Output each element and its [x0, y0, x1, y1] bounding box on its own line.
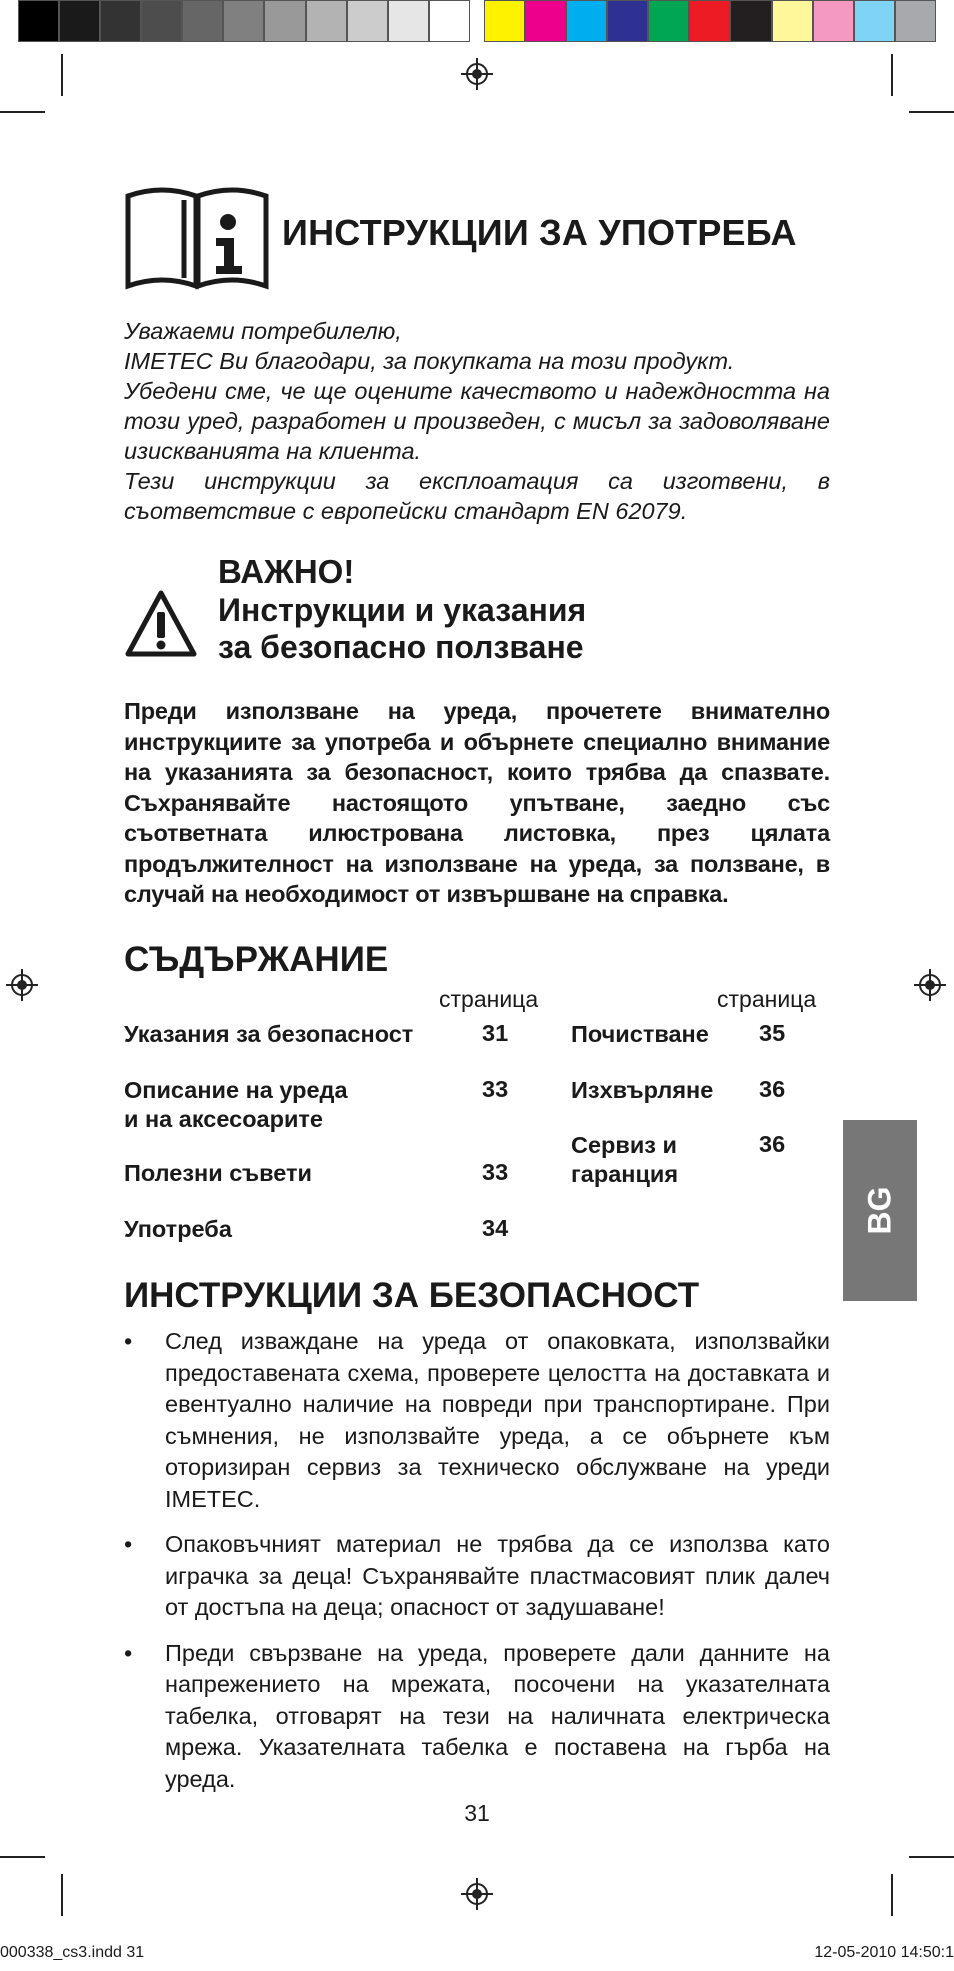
color-swatches — [484, 0, 936, 44]
safety-heading: ИНСТРУКЦИИ ЗА БЕЗОПАСНОСТ — [124, 1276, 700, 1315]
page-column-label-left: страница — [439, 986, 539, 1012]
color-swatch — [566, 0, 607, 42]
intro-paragraph: Убедени сме, че ще оцените качеството и надеждността на този уред, разработен и произведен, с мисъл за задоволяване изискванията на клиента. — [124, 378, 830, 464]
toc-page: 34 — [482, 1215, 509, 1241]
list-item: • Опаковъчният материал не трябва да се използва като играчка за деца! Съхранявайте пластмасовият плик далеч от достъпа на деца; опасност от задушаване! — [124, 1531, 830, 1620]
registration-mark-right-icon — [914, 969, 946, 1001]
gray-swatch — [264, 0, 305, 42]
greeting: Уважаеми потребилелю, — [124, 318, 402, 344]
gray-swatch — [306, 0, 347, 42]
page-number: 31 — [464, 1800, 490, 1826]
standard-paragraph: Тези инструкции за експлоатация са изготвени, в съответствие с европейски стандарт EN 62079. — [124, 468, 830, 524]
warning-subtitle-2: за безопасно ползване — [218, 629, 584, 665]
registration-mark-left-icon — [6, 969, 38, 1001]
crop-mark — [61, 1874, 63, 1916]
warning-block — [124, 552, 586, 666]
contents-heading: СЪДЪРЖАНИЕ — [124, 940, 389, 979]
color-swatch — [689, 0, 730, 42]
registration-mark-top-icon — [461, 58, 493, 90]
toc-item-service[interactable]: Сервиз и гаранция — [571, 1132, 679, 1187]
title-row — [124, 186, 797, 290]
gray-swatch — [59, 0, 100, 42]
crop-mark — [891, 1874, 893, 1916]
toc-item-description[interactable]: Описание на уреда и на аксесоарите — [124, 1077, 348, 1132]
toc-page: 35 — [759, 1020, 786, 1046]
color-swatch — [730, 0, 771, 42]
color-calibration-bar — [18, 0, 936, 44]
toc-item-tips[interactable]: Полезни съвети — [124, 1160, 312, 1186]
gray-swatch — [182, 0, 223, 42]
list-item: • Преди свързване на уреда, проверете дали данните на напрежението на мрежата, посочени на указателната табелка, отговарят на тези на наличната електрическа мрежа. Указателната табелка е поставена на гърба на уреда. — [124, 1639, 830, 1792]
toc-page: 31 — [482, 1020, 509, 1046]
crop-mark — [891, 54, 893, 96]
color-swatch — [484, 0, 525, 42]
gray-swatch — [347, 0, 388, 42]
warning-title: ВАЖНО! — [218, 553, 355, 590]
intro-text — [124, 316, 830, 526]
gray-swatch — [388, 0, 429, 42]
toc-page: 36 — [759, 1131, 786, 1157]
gray-swatch — [141, 0, 182, 42]
color-swatch — [813, 0, 854, 42]
toc-page: 33 — [482, 1159, 509, 1185]
gray-swatch — [100, 0, 141, 42]
crop-mark — [909, 1856, 954, 1858]
thanks-line: IMETEC Ви благодари, за покупката на този продукт. — [124, 348, 735, 374]
registration-mark-bottom-icon — [461, 1878, 493, 1910]
crop-mark — [0, 1856, 45, 1858]
page-title: ИНСТРУКЦИИ ЗА УПОТРЕБА — [282, 212, 797, 253]
list-item: • След изваждане на уреда от опаковката, използвайки предоставената схема, проверете целостта на доставката и евентуално наличие на повреди при транспортиране. При съмнения, не използвайте уреда, а се обърнете към оторизиран сервиз за техническо обслужване на уреди IMETEC. — [124, 1328, 830, 1512]
page-column-label-right: страница — [717, 986, 817, 1012]
gray-swatch — [18, 0, 59, 42]
color-swatch — [772, 0, 813, 42]
warning-paragraph: Преди използване на уреда, прочетете внимателно инструкциите за употреба и обърнете специално внимание на указанията за безопасност, които трябва да спазвате. Съхранявайте настоящото упътване, заедно със съответната илюстрована листовка, през цялата продължителност на използване на уреда, за ползване, в случай на необходимост от извършване на справка. — [124, 698, 830, 907]
toc-item-cleaning[interactable]: Почистване — [571, 1021, 709, 1047]
toc-page: 33 — [482, 1076, 509, 1102]
color-swatch — [895, 0, 936, 42]
toc-item-safety[interactable]: Указания за безопасност — [124, 1021, 414, 1047]
warning-subtitle-1: Инструкции и указания — [218, 592, 587, 628]
bullet-point: • — [124, 1639, 133, 1666]
grayscale-swatches — [18, 0, 470, 44]
language-tab — [843, 1120, 917, 1301]
safety-list — [124, 1326, 830, 1809]
toc-item-disposal[interactable]: Изхвърляне — [571, 1077, 714, 1103]
toc-item-usage[interactable]: Употреба — [124, 1216, 232, 1242]
gray-swatch — [429, 0, 470, 42]
warning-triangle-icon — [124, 588, 198, 660]
footer-datetime: 12-05-2010 14:50:1 — [814, 1944, 954, 1961]
gray-swatch — [223, 0, 264, 42]
language-code: BG — [861, 1186, 898, 1235]
crop-mark — [909, 111, 954, 113]
crop-mark — [61, 54, 63, 96]
color-swatch — [607, 0, 648, 42]
crop-mark — [0, 111, 45, 113]
color-swatch — [525, 0, 566, 42]
toc-page: 36 — [759, 1076, 786, 1102]
bullet-point: • — [124, 1531, 133, 1557]
color-swatch — [854, 0, 895, 42]
footer-filename: 000338_cs3.indd 31 — [0, 1944, 145, 1961]
bullet-point: • — [124, 1328, 133, 1354]
info-book-icon — [124, 186, 270, 290]
color-swatch — [648, 0, 689, 42]
